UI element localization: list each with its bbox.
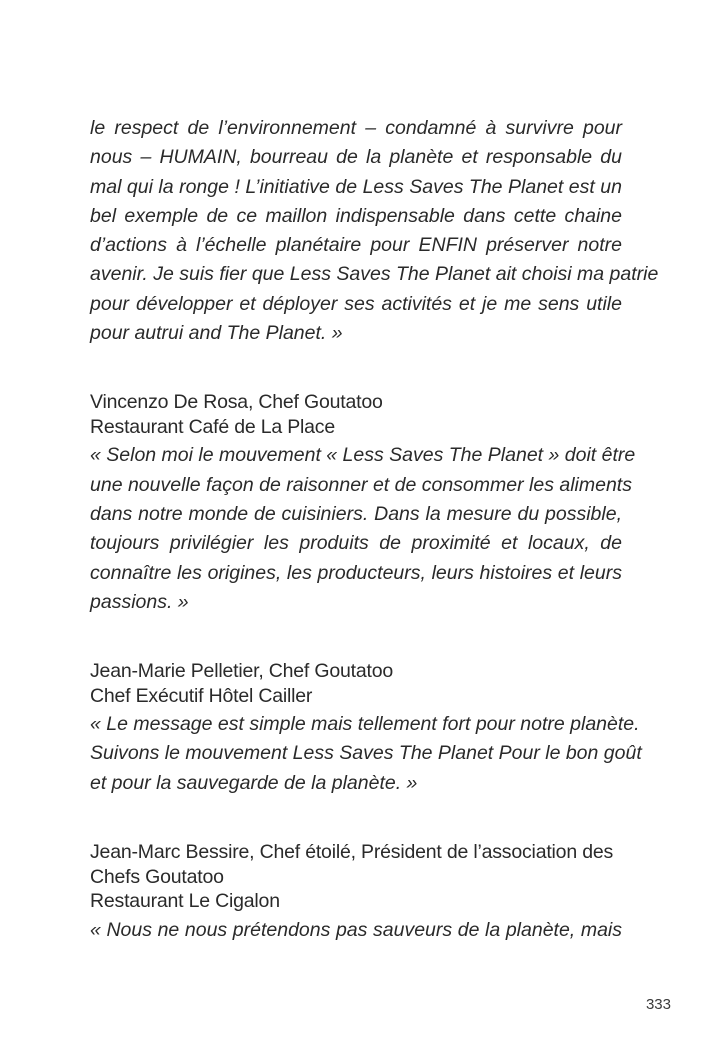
quote-line: « Le message est simple mais tellement fort pour notre planète. [90,713,640,736]
intro-line: le respect de l’environnement – condamné à survivre pour [90,117,622,139]
testimonial-heading [90,840,622,914]
page-number: 333 [645,996,671,1013]
chef-name: Vincenzo De Rosa, Chef Goutatoo [90,391,383,414]
chef-title: Chefs Goutatoo [90,865,224,888]
testimonial-quote [90,441,636,617]
quote-line: et pour la sauvegarde de la planète. » [90,771,418,794]
page-body [90,114,659,945]
testimonial-pelletier [90,659,642,798]
testimonial-bessire [90,840,622,945]
restaurant-name: Restaurant Café de La Place [90,415,336,438]
restaurant-name: Chef Exécutif Hôtel Cailler [90,684,313,707]
restaurant-name: Restaurant Le Cigalon [90,890,280,913]
quote-line: dans notre monde de cuisiniers. Dans la mesure du possible, [90,502,622,525]
intro-line: bel exemple de ce maillon indispensable dans cette chaine [90,204,622,227]
intro-line: d’actions à l’échelle planétaire pour ENFIN préserver notre [90,234,622,257]
testimonial-quote [90,916,622,945]
quote-line: passions. » [90,590,189,613]
intro-line: nous – HUMAIN, bourreau de la planète et responsable du [90,146,622,169]
intro-line: avenir. Je suis fier que Less Saves The Planet ait choisi ma patrie [90,263,659,286]
testimonial-heading [90,659,622,708]
intro-line: pour développer et déployer ses activités et je me sens utile [90,292,622,315]
testimonial-de-rosa [90,390,636,617]
intro-line: pour autrui and The Planet. » [90,322,343,345]
testimonial-quote [90,710,642,798]
quote-line: Suivons le mouvement Less Saves The Planet Pour le bon goût [90,742,642,765]
quote-line: une nouvelle façon de raisonner et de consommer les aliments [90,473,632,496]
intro-paragraph [90,114,659,348]
chef-name: Jean-Marc Bessire, Chef étoilé, Président de l’association des [90,841,614,864]
quote-line: « Selon moi le mouvement « Less Saves The Planet » doit être [90,444,636,467]
testimonial-heading [90,390,622,439]
intro-line: mal qui la ronge ! L’initiative de Less Saves The Planet est un [90,175,622,198]
quote-line: « Nous ne nous prétendons pas sauveurs de la planète, mais [90,918,622,941]
quote-line: toujours privilégier les produits de proximité et locaux, de [90,532,622,555]
chef-name: Jean-Marie Pelletier, Chef Goutatoo [90,660,394,683]
quote-line: connaître les origines, les producteurs, leurs histoires et leurs [90,561,622,584]
